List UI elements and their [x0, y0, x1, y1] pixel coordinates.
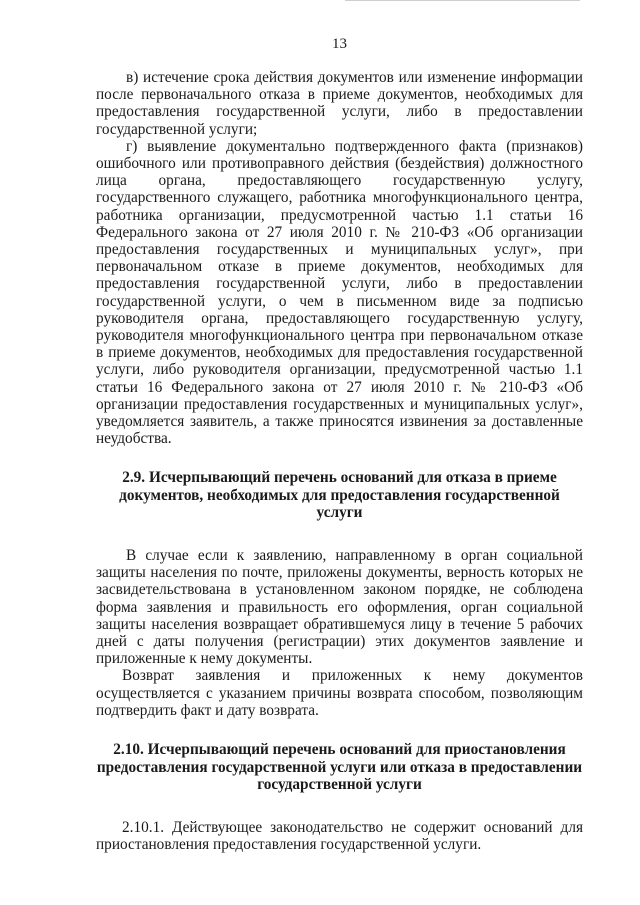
paragraph-2-10-1: 2.10.1. Действующее законодательство не содержит оснований для приостановления предоставления государственной услуги.: [96, 818, 583, 853]
scan-edge-line: [345, 0, 580, 1]
paragraph-g: г) выявление документально подтвержденного факта (признаков) ошибочного или противоправного действия (бездействия) должностного лица органа, предоставляющего государственную услугу, государственного служащего, работника многофункционального центра, работника организации, предусмотренной частью 1.1 статьи 16 Федерального закона от 27 июля 2010 г. № 210-ФЗ «Об организации предоставления государственных и муниципальных услуг», при первоначальном отказе в приеме документов, необходимых для предоставления государственной услуги, либо в предоставлении государственной услуги, о чем в письменном виде за подписью руководителя органа, предоставляющего государственную услугу, руководителя многофункционального центра при первоначальном отказе в приеме документов, необходимых для предоставления государственной услуги, либо руководителя организации, предусмотренной частью 1.1 статьи 16 Федерального закона от 27 июля 2010 г. № 210-ФЗ «Об организации предоставления государственных и муниципальных услуг», уведомляется заявитель, а также приносятся извинения за доставленные неудобства.: [96, 137, 583, 448]
section-heading-2-9: 2.9. Исчерпывающий перечень оснований для отказа в приеме документов, необходимых для предоставления государственной услуги: [119, 469, 560, 522]
section-heading-2-10: 2.10. Исчерпывающий перечень оснований для приостановления предоставления государственной услуги или отказа в предоставлении государственной услуги: [96, 741, 583, 793]
paragraph-2-9-b: Возврат заявления и приложенных к нему документов осуществляется с указанием причины возврата способом, позволяющим подтвердить факт и дату возврата.: [96, 667, 583, 719]
page-number: 13: [332, 36, 347, 52]
document-page: [96, 36, 583, 853]
paragraph-2-9-a: В случае если к заявлению, направленному в орган социальной защиты населения по почте, приложены документы, верность которых не засвидетельствована в установленном законом порядке, не соблюдена форма заявления и правильность его оформления, орган социальной защиты населения возвращает обратившемуся лицу в течение 5 рабочих дней с даты получения (регистрации) этих документов заявление и приложенные к нему документы.: [96, 546, 583, 668]
paragraph-v: в) истечение срока действия документов или изменение информации после первоначального отказа в приеме документов, необходимых для предоставления государственной услуги, либо в предоставлении государственной услуги;: [96, 69, 583, 138]
